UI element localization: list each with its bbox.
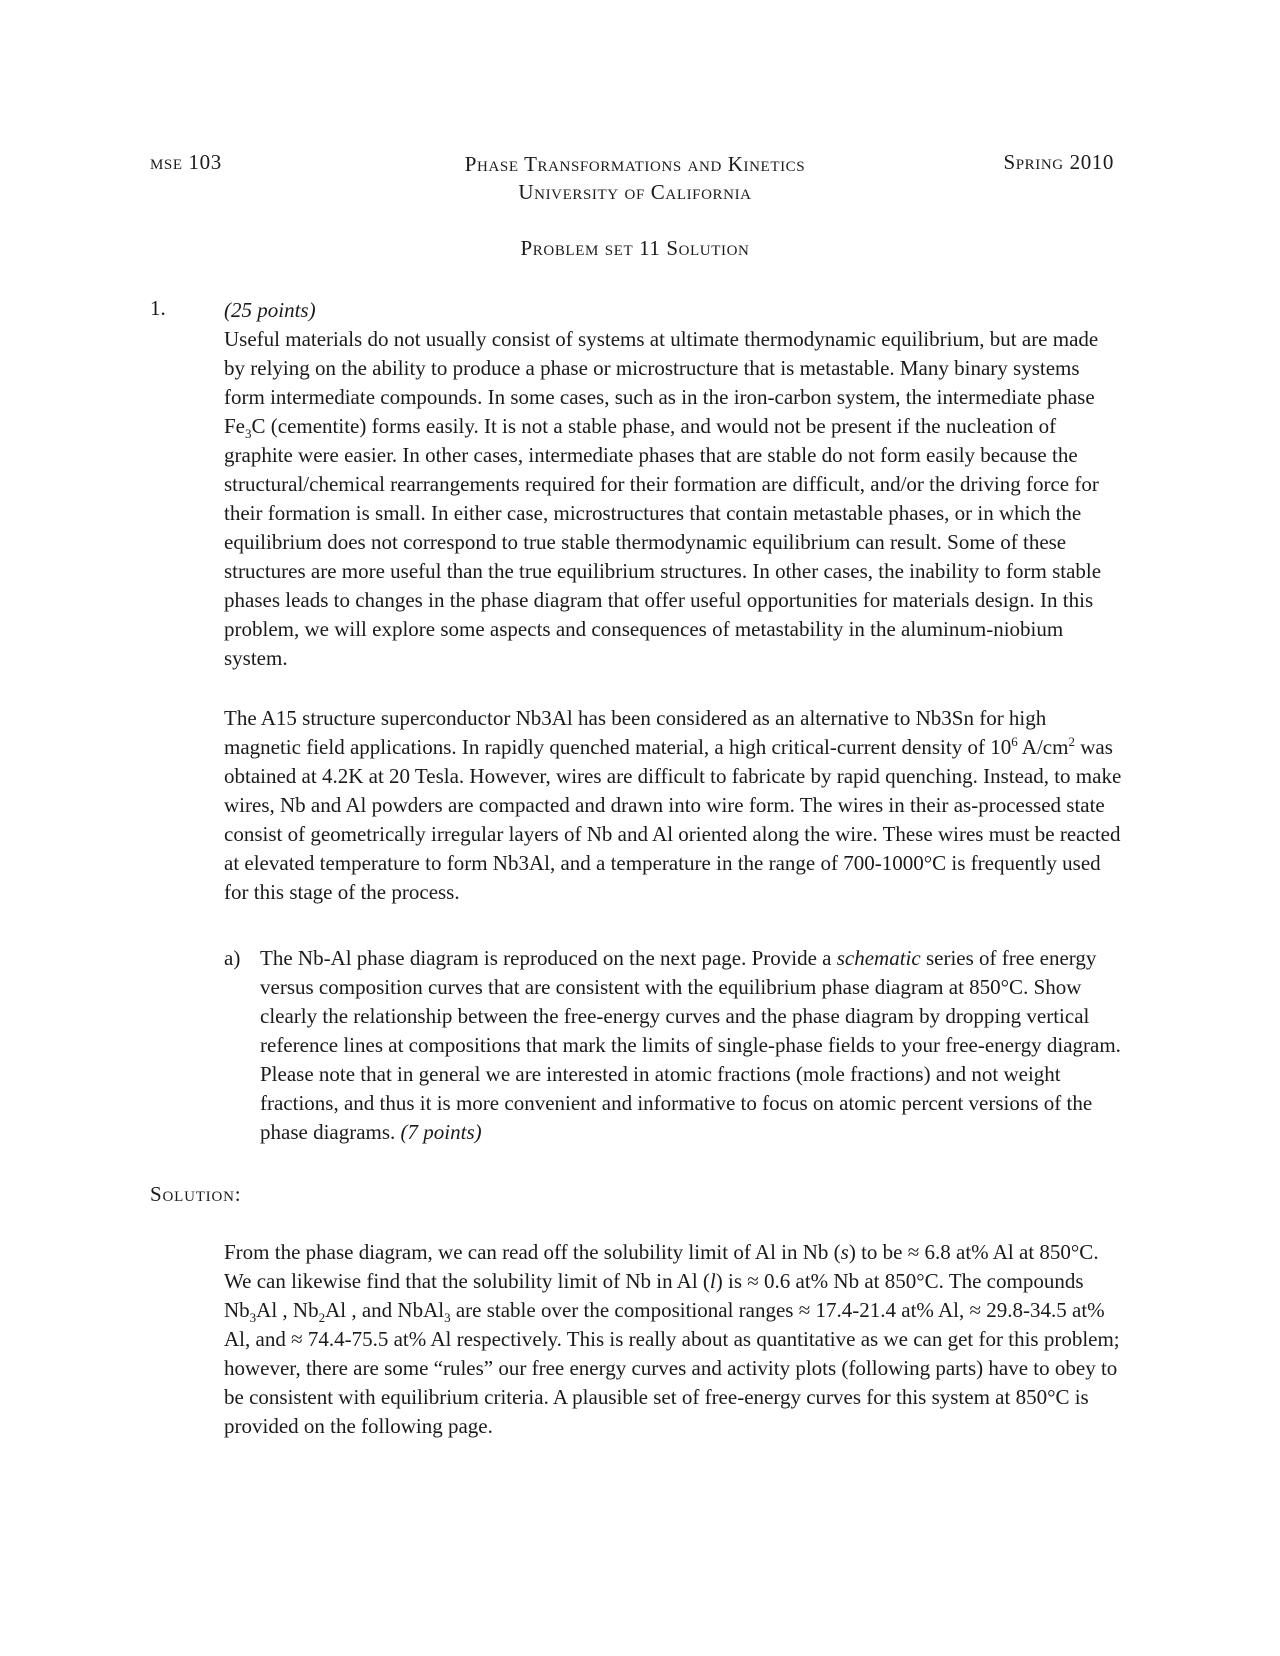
- problem-set-title: Problem set 11 Solution: [520, 236, 750, 260]
- intro-text-2: C (cementite) forms easily. It is not a stable phase, and would not be present if the nucleation of graphite were easier. In other cases, intermediate phases that are stable do not form easily because the structural/chemical rearrangements required for their formation are difficult, and/or the driving force for their formation is small. In either case, microstructures that contain metastable phases, or in which the equilibrium does not correspond to true stable thermodynamic equilibrium can result. Some of these structures are more useful than the true equilibrium structures. In other cases, the inability to form stable phases leads to changes in the phase diagram that offer useful opportunities for materials design. In this problem, we will explore some aspects and consequences of metastability in the aluminum-niobium system.: [224, 414, 1102, 670]
- part-a-text-1: The Nb-Al phase diagram is reproduced on the next page. Provide a: [260, 946, 837, 970]
- para2-text-2: A/cm: [1017, 735, 1069, 759]
- course-code: mse 103: [150, 150, 222, 174]
- solid-phase-symbol: s: [840, 1240, 849, 1264]
- intro-subscript: 3: [245, 426, 252, 442]
- solution-sub-3: 3: [444, 1310, 451, 1326]
- liquid-phase-symbol: l: [709, 1269, 716, 1293]
- course-title-line-1: Phase Transformations and Kinetics: [464, 152, 806, 176]
- solution-heading: Solution:: [150, 1182, 242, 1206]
- solution-sub-2: 2: [318, 1310, 326, 1326]
- solution-text-3: ) is ≈ 0.6 at% Nb at 850°C. The compounds Nb: [224, 1269, 1084, 1322]
- para2-sup-1: 6: [1011, 734, 1018, 749]
- problem-intro: [224, 296, 1124, 673]
- problem-points: (25 points): [224, 298, 316, 322]
- course-title: [330, 150, 940, 206]
- solution-text-2: ) to be ≈ 6.8 at% Al at 850°C. We can likewise find that the solubility limit of Nb in Al (: [224, 1240, 1099, 1293]
- semester: Spring 2010: [1003, 150, 1114, 174]
- solution-text-1: From the phase diagram, we can read off the solubility limit of Al in Nb (: [224, 1240, 841, 1264]
- solution-text-4: Al , Nb: [256, 1298, 319, 1322]
- part-a-text-2: series of free energy versus composition curves that are consistent with the equilibrium phase diagram at 850°C. Show clearly the relationship between the free-energy curves and the phase diagram by dropping vertical reference lines at compositions that mark the limits of single-phase fields to your free-energy diagram. Please note that in general we are interested in atomic fractions (mole fractions) and not weight fractions, and thus it is more convenient and informative to focus on atomic percent versions of the phase diagrams.: [260, 946, 1121, 1144]
- part-a: [224, 944, 1124, 1147]
- course-title-line-2: University of California: [518, 180, 752, 204]
- solution-text-5: Al , and NbAl: [325, 1298, 445, 1322]
- para2-sup-2: 2: [1068, 734, 1075, 749]
- part-a-text: [260, 944, 1124, 1147]
- part-a-points: (7 points): [400, 1120, 482, 1144]
- solution-text: [224, 1238, 1124, 1441]
- problem-number: 1.: [150, 296, 166, 320]
- solution-text-6: are stable over the compositional ranges ≈ 17.4-21.4 at% Al, ≈ 29.8-34.5 at% Al, and ≈ 74.4-75.5 at% Al respectively. This is really about as quantitative as we can get for this problem; however, there are some “rules” our free energy curves and activity plots (following parts) have to obey to be consistent with equilibrium criteria. A plausible set of free-energy curves for this system at 850°C is provided on the following page.: [224, 1298, 1120, 1438]
- intro-text-1: Useful materials do not usually consist of systems at ultimate thermodynamic equilibrium, but are made by relying on the ability to produce a phase or microstructure that is metastable. Many binary systems form intermediate compounds. In some cases, such as in the iron-carbon system, the intermediate phase Fe: [224, 327, 1099, 438]
- solution-sub-1: 3: [249, 1310, 257, 1326]
- problem-paragraph-2: [224, 704, 1124, 907]
- para2-text-1: The A15 structure superconductor Nb3Al has been considered as an alternative to Nb3Sn for high magnetic field applications. In rapidly quenched material, a high critical-current density of 10: [224, 706, 1047, 759]
- part-a-emphasis: schematic: [836, 946, 921, 970]
- part-a-label: a): [224, 946, 241, 970]
- para2-text-3: was obtained at 4.2K at 20 Tesla. However, wires are difficult to fabricate by rapid quenching. Instead, to make wires, Nb and Al powders are compacted and drawn into wire form. The wires in their as-processed state consist of geometrically irregular layers of Nb and Al oriented along the wire. These wires must be reacted at elevated temperature to form Nb3Al, and a temperature in the range of 700-1000°C is frequently used for this stage of the process.: [224, 735, 1122, 904]
